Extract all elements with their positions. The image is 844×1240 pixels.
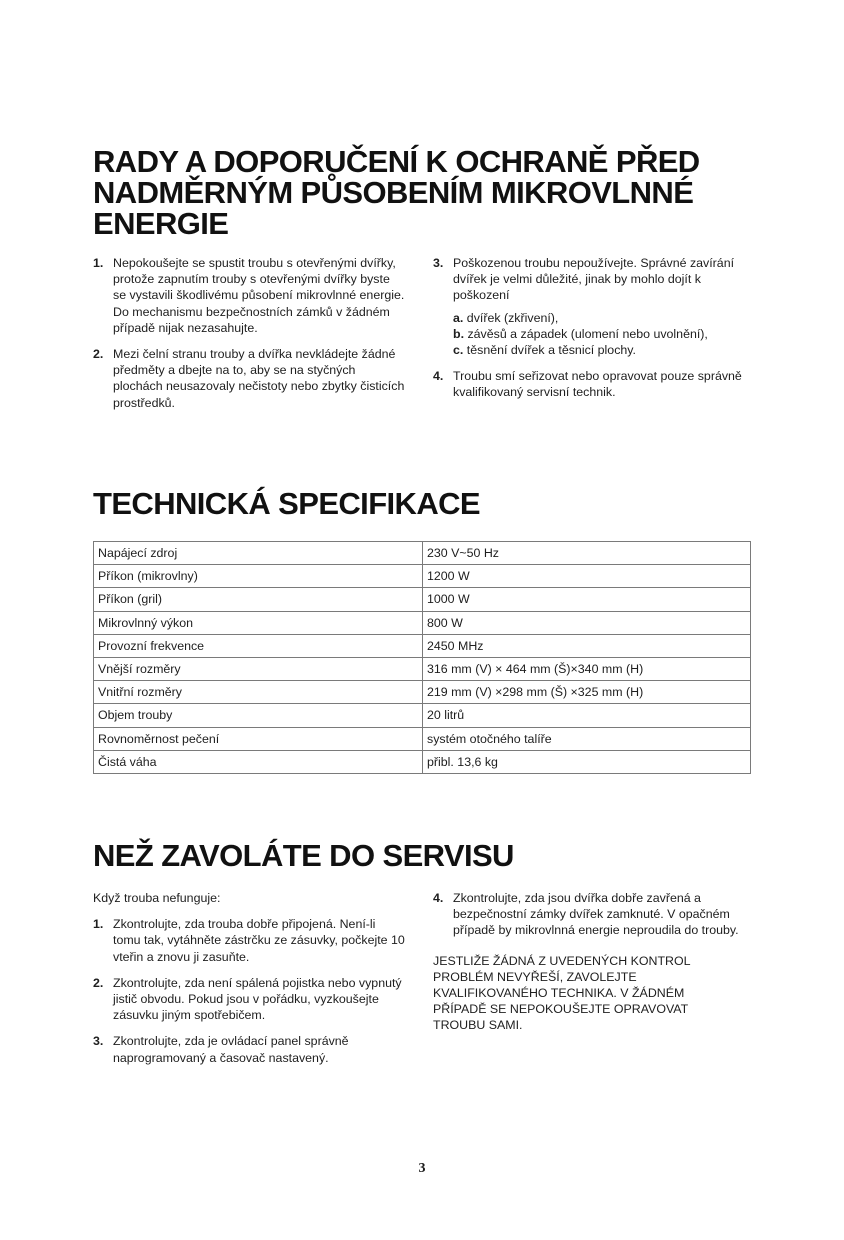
- spec-label: Mikrovlnný výkon: [94, 611, 423, 634]
- table-row: [94, 681, 751, 704]
- item-number: 2.: [93, 975, 104, 990]
- list-item: [93, 255, 405, 336]
- spec-value: přibl. 13,6 kg: [423, 750, 751, 773]
- item-number: 4.: [433, 891, 444, 905]
- item-number: 2.: [93, 347, 104, 362]
- table-row: [94, 611, 751, 634]
- table-row: [94, 565, 751, 588]
- sublist-item: [453, 326, 751, 342]
- item-text: Nepokoušejte se spustit troubu s otevřenými dvířky, protože zapnutím trouby s otevřenými dvířky byste se vystavili škodlivému působení mikrovlnné energie. Do mechanismu bezpečnostních zámků v žádném případě nijak nezasahujte.: [113, 256, 405, 335]
- item-text: Mezi čelní stranu trouby a dvířka nevkládejte žádné předměty a dbejte na to, aby se na styčných plochách neusazovaly nečistoty nebo zbytky čisticích prostředků.: [113, 347, 405, 410]
- item-text: Poškozenou troubu nepoužívejte. Správné zavírání dvířek je velmi důležité, jinak by mohlo dojít k poškození: [453, 256, 735, 303]
- service-left-column: [93, 890, 405, 1076]
- sub-letter: c.: [453, 343, 464, 358]
- spec-label: Rovnoměrnost pečení: [94, 727, 423, 750]
- spec-label: Napájecí zdroj: [94, 542, 423, 565]
- service-intro: Když trouba nefunguje:: [93, 891, 221, 905]
- service-right-column: [433, 890, 751, 1044]
- safety-right-column: [433, 255, 751, 411]
- table-row: [94, 750, 751, 773]
- table-row: [94, 657, 751, 680]
- spec-label: Vnitřní rozměry: [94, 681, 423, 704]
- list-item: [93, 1033, 405, 1065]
- table-row: [94, 588, 751, 611]
- page-number: 3: [418, 1161, 426, 1176]
- spec-label: Čistá váha: [94, 750, 423, 773]
- spec-label: Objem trouby: [94, 704, 423, 727]
- spec-value: 1000 W: [423, 588, 751, 611]
- spec-label: Příkon (gril): [94, 588, 423, 611]
- spec-label: Provozní frekvence: [94, 634, 423, 657]
- item-text: Troubu smí seřizovat nebo opravovat pouze správně kvalifikovaný servisní technik.: [453, 369, 742, 400]
- item-number: 4.: [433, 369, 444, 384]
- safety-left-column: [93, 255, 405, 421]
- title-line: NADMĚRNÝM PŮSOBENÍM MIKROVLNNÉ: [93, 175, 694, 210]
- title-line: RADY A DOPORUČENÍ K OCHRANĚ PŘED: [93, 144, 700, 179]
- table-row: [94, 727, 751, 750]
- sublist: [453, 310, 751, 359]
- list-item: [433, 890, 751, 939]
- item-number: 3.: [93, 1034, 104, 1049]
- spec-value: 2450 MHz: [423, 634, 751, 657]
- sublist-item: [453, 342, 751, 358]
- table-row: [94, 634, 751, 657]
- spec-value: 20 litrů: [423, 704, 751, 727]
- list-item: [93, 975, 405, 1024]
- sublist-item: [453, 310, 751, 326]
- item-text: Zkontrolujte, zda není spálená pojistka nebo vypnutý jistič obvodu. Pokud jsou v pořádku, vyzkoušejte zásuvku jiným spotřebičem.: [113, 975, 402, 1023]
- item-text: Zkontrolujte, zda trouba dobře připojená. Není-li tomu tak, vytáhněte zástrčku ze zásuvky, počkejte 10 vteřin a znovu ji zasuňte.: [113, 917, 405, 964]
- service-warning: JESTLIŽE ŽÁDNÁ Z UVEDENÝCH KONTROL PROBLÉM NEVYŘEŠÍ, ZAVOLEJTE KVALIFIKOVANÉHO TECHNIKA. V ŽÁDNÉM PŘÍPADĚ SE NEPOKOUŠEJTE OPRAVOVAT TROUBU SAMI.: [433, 953, 691, 1033]
- spec-label: Příkon (mikrovlny): [94, 565, 423, 588]
- sub-letter: b.: [453, 326, 465, 341]
- section-title-safety: [93, 146, 793, 239]
- spec-value: 316 mm (V) × 464 mm (Š)×340 mm (H): [423, 657, 751, 680]
- sub-text: závěsů a západek (ulomení nebo uvolnění),: [467, 326, 708, 341]
- list-item: [93, 916, 405, 965]
- spec-value: 230 V~50 Hz: [423, 542, 751, 565]
- title-line: ENERGIE: [93, 206, 229, 241]
- table-row: [94, 704, 751, 727]
- sub-text: dvířek (zkřivení),: [466, 310, 559, 325]
- section-title-specs: TECHNICKÁ SPECIFIKACE: [93, 486, 480, 521]
- item-number: 1.: [93, 917, 104, 932]
- item-text: Zkontrolujte, zda jsou dvířka dobře zavřená a bezpečnostní zámky dvířek zamknuté. V opačném případě by mikrovlnná energie neproudila do trouby.: [453, 891, 739, 938]
- sub-text: těsnění dvířek a těsnicí plochy.: [466, 343, 636, 358]
- list-item: [433, 255, 751, 358]
- list-item: [93, 346, 405, 411]
- item-number: 3.: [433, 256, 444, 270]
- item-number: 1.: [93, 256, 104, 270]
- spec-label: Vnější rozměry: [94, 657, 423, 680]
- spec-value: 219 mm (V) ×298 mm (Š) ×325 mm (H): [423, 681, 751, 704]
- spec-value: 1200 W: [423, 565, 751, 588]
- list-item: [433, 368, 751, 400]
- sub-letter: a.: [453, 310, 464, 325]
- section-title-service: NEŽ ZAVOLÁTE DO SERVISU: [93, 838, 514, 873]
- spec-table: [93, 541, 751, 774]
- spec-value: systém otočného talíře: [423, 727, 751, 750]
- table-row: [94, 542, 751, 565]
- item-text: Zkontrolujte, zda je ovládací panel správně naprogramovaný a časovač nastavený.: [113, 1034, 349, 1065]
- spec-value: 800 W: [423, 611, 751, 634]
